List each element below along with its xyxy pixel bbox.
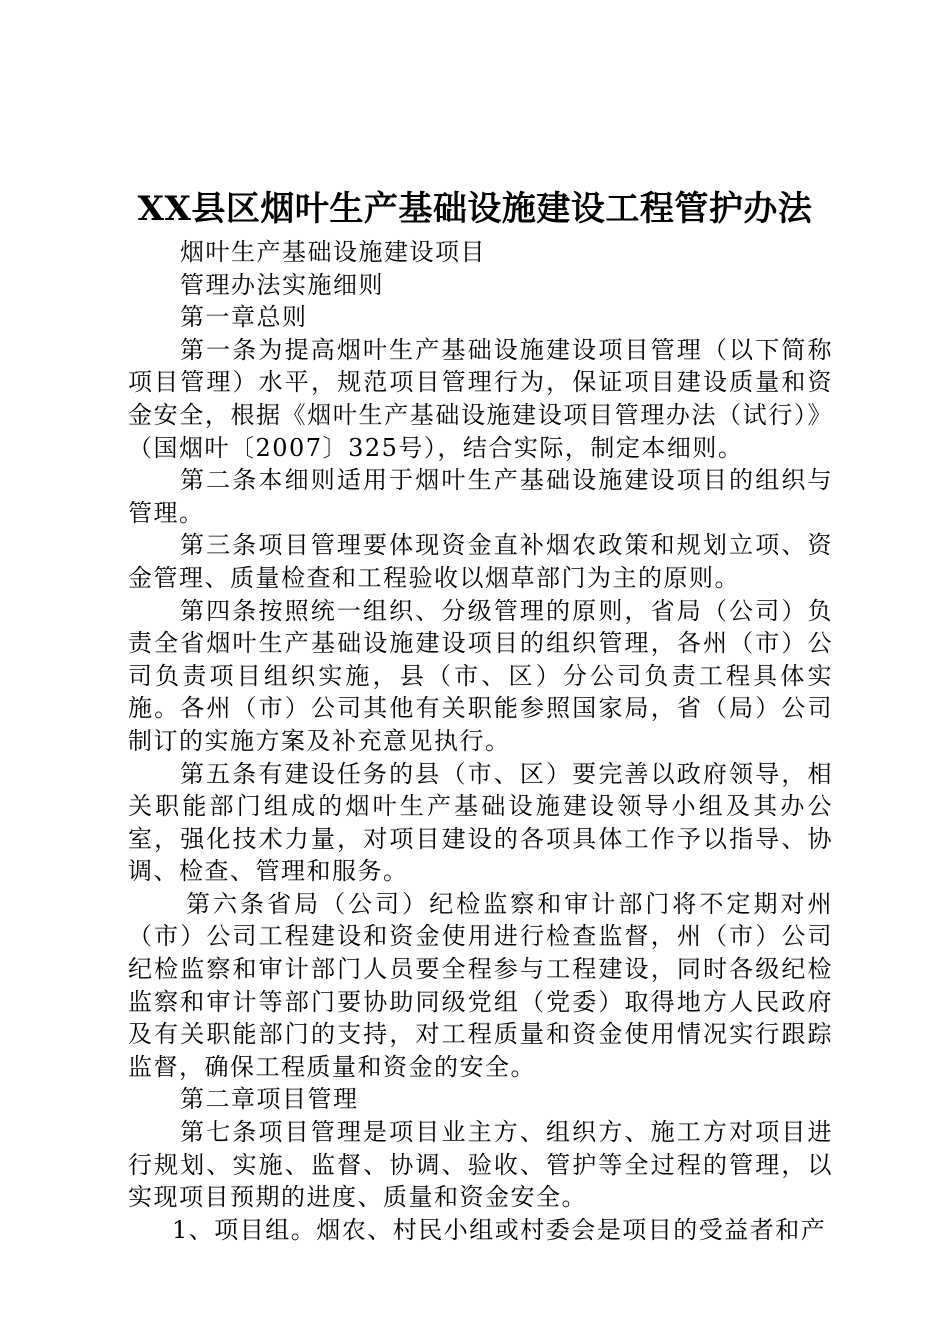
subtitle-line-1: 烟叶生产基础设施建设项目 [180, 238, 486, 266]
chapter-heading: 第一章总则 [180, 303, 308, 332]
document-body [128, 236, 833, 1246]
article-paragraph: 第三条项目管理要体现资金直补烟农政策和规划立项、资金管理、质量检查和工程验收以烟草部门为主的原则。 [128, 531, 833, 592]
article-paragraph: 第七条项目管理是项目业主方、组织方、施工方对项目进行规划、实施、监督、协调、验收、管护等全过程的管理，以实现项目预期的进度、质量和资金安全。 [128, 1118, 833, 1212]
article-paragraph: 第二条本细则适用于烟叶生产基础设施建设项目的组织与管理。 [128, 466, 833, 527]
article-paragraph: 第一条为提高烟叶生产基础设施建设项目管理（以下简称项目管理）水平，规范项目管理行为，保证项目建设质量和资金安全，根据《烟叶生产基础设施建设项目管理办法（试行）》（国烟叶〔2007〕325号），结合实际，制定本细则。 [128, 335, 833, 462]
article-paragraph: 第六条省局（公司）纪检监察和审计部门将不定期对州（市）公司工程建设和资金使用进行检查监督，州（市）公司纪检监察和审计部门人员要全程参与工程建设，同时各级纪检监察和审计等部门要协助同级党组（党委）取得地方人民政府及有关职能部门的支持，对工程质量和资金使用情况实行跟踪监督，确保工程质量和资金的安全。 [128, 889, 833, 1081]
chapter-heading: 第二章项目管理 [180, 1085, 359, 1114]
list-item-paragraph: 1、项目组。烟农、村民小组或村委会是项目的受益者和产 [172, 1215, 827, 1244]
document-title: XX县区烟叶生产基础设施建设工程管护办法 [137, 189, 813, 229]
article-paragraph: 第五条有建设任务的县（市、区）要完善以政府领导，相关职能部门组成的烟叶生产基础设施建设领导小组及其办公室，强化技术力量，对项目建设的各项具体工作予以指导、协调、检查、管理和服务。 [128, 759, 833, 886]
subtitle-line-2: 管理办法实施细则 [180, 270, 384, 299]
article-paragraph: 第四条按照统一组织、分级管理的原则，省局（公司）负责全省烟叶生产基础设施建设项目的组织管理，各州（市）公司负责项目组织实施，县（市、区）分公司负责工程具体实施。各州（市）公司其他有关职能参照国家局，省（局）公司制订的实施方案及补充意见执行。 [128, 596, 833, 755]
